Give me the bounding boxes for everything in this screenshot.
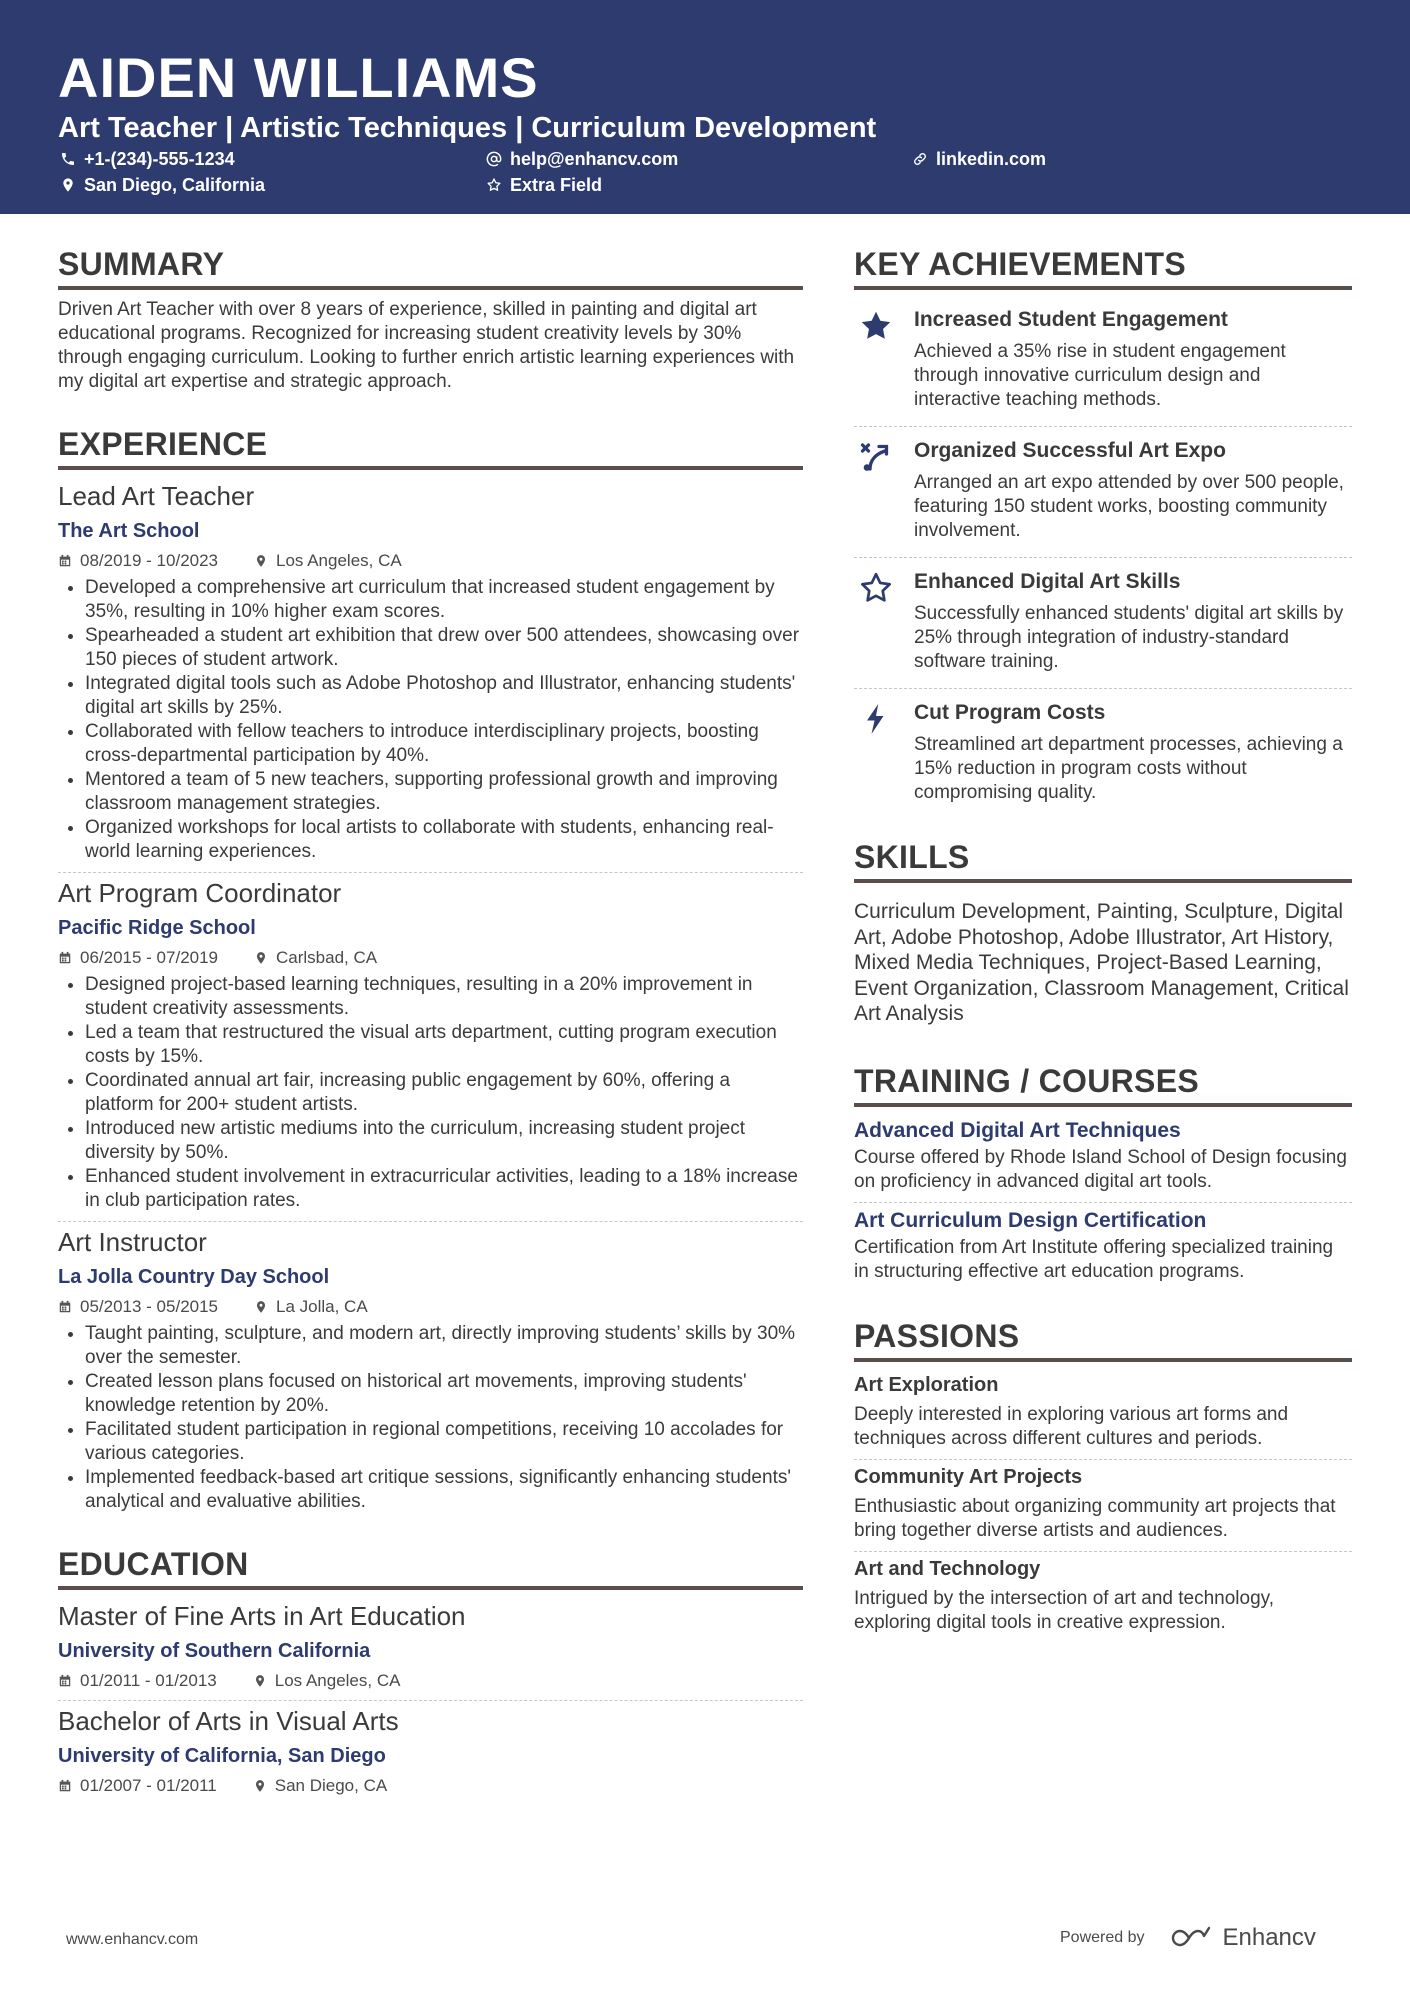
calendar-icon	[58, 951, 72, 965]
training-section	[854, 1061, 1352, 1284]
job-bullet: • Taught painting, sculpture, and modern art, directly improving students’ skills by 30% over the semester.	[85, 1322, 803, 1370]
education-location: San Diego, CA	[274, 1776, 388, 1795]
job-meta	[58, 1296, 803, 1318]
section-title-summary: SUMMARY	[58, 244, 803, 290]
location-pin-icon	[254, 1300, 268, 1314]
passion-title: Community Art Projects	[854, 1465, 1083, 1488]
education-section	[58, 1544, 803, 1797]
course-desc: Certification from Art Institute offering specialized training in structuring effective art education programs.	[854, 1236, 1334, 1282]
education-meta	[58, 1670, 803, 1692]
job-bullet: • Designed project-based learning techniques, resulting in a 20% improvement in student creativity assessments.	[85, 973, 803, 1021]
education-dates: 01/2007 - 01/2011	[80, 1776, 217, 1795]
location-pin-icon	[253, 1779, 267, 1793]
calendar-icon	[58, 554, 72, 568]
job-bullet: • Organized workshops for local artists to collaborate with students, enhancing real-world learning experiences.	[85, 816, 803, 864]
achievement-title: Cut Program Costs	[914, 701, 1106, 724]
course-title: Art Curriculum Design Certification	[854, 1208, 1207, 1232]
job-company: The Art School	[58, 520, 200, 542]
job-bullet: • Created lesson plans focused on historical art movements, improving students' knowledge retention by 20%.	[85, 1370, 803, 1418]
divider	[58, 1700, 803, 1701]
summary-section	[58, 244, 803, 394]
candidate-name: AIDEN WILLIAMS	[58, 46, 539, 109]
job-company: La Jolla Country Day School	[58, 1266, 330, 1288]
job-bullet: • Facilitated student participation in regional competitions, receiving 10 accolades for various categories.	[85, 1418, 803, 1466]
resume-header	[0, 0, 1410, 214]
job-dates: 08/2019 - 10/2023	[80, 551, 219, 570]
job-bullet: • Enhanced student involvement in extracurricular activities, leading to a 18% increase in club participation rates.	[85, 1165, 803, 1213]
achievements-section	[854, 244, 1352, 811]
experience-section	[58, 424, 803, 1514]
job-bullet: • Coordinated annual art fair, increasing public engagement by 60%, offering a platform for 200+ student artists.	[85, 1069, 803, 1117]
job-meta	[58, 947, 803, 969]
location-pin-icon	[253, 1674, 267, 1688]
job-bullet: • Integrated digital tools such as Adobe Photoshop and Illustrator, enhancing students' digital art skills by 25%.	[85, 672, 803, 720]
job-bullet: • Led a team that restructured the visual arts department, cutting program execution costs by 15%.	[85, 1021, 803, 1069]
footer-website[interactable]: www.enhancv.com	[66, 1931, 199, 1948]
skills-section	[854, 837, 1352, 1027]
skills-list: Curriculum Development, Painting, Sculpture, Digital Art, Adobe Photoshop, Adobe Illustrator, Art History, Mixed Media Techniques, Project-Based Learning, Event Organization, Classroom Management, Critical Art Analysis	[854, 900, 1349, 1025]
job-location: Carlsbad, CA	[276, 948, 378, 967]
divider	[854, 1202, 1352, 1203]
job-role: Art Program Coordinator	[58, 878, 342, 908]
passions-section	[854, 1316, 1352, 1635]
course-item	[854, 1117, 1352, 1194]
divider	[58, 1221, 803, 1222]
divider	[854, 688, 1352, 689]
achievement-desc: Arranged an art expo attended by over 500 people, featuring 150 student works, boosting community involvement.	[914, 472, 1344, 541]
divider	[854, 1459, 1352, 1460]
location-text: San Diego, California	[84, 175, 266, 195]
powered-by-text: Powered by	[1060, 1929, 1145, 1946]
achievement-item	[854, 562, 1352, 680]
course-desc: Course offered by Rhode Island School of Design focusing on proficiency in advanced digital art tools.	[854, 1146, 1347, 1192]
enhancv-logo[interactable]	[1169, 1924, 1316, 1952]
achievement-title: Enhanced Digital Art Skills	[914, 570, 1181, 593]
job-bullet: • Mentored a team of 5 new teachers, supporting professional growth and improving classroom management strategies.	[85, 768, 803, 816]
divider	[854, 557, 1352, 558]
extra-text: Extra Field	[510, 175, 603, 195]
passion-title: Art Exploration	[854, 1373, 999, 1396]
passion-desc: Intrigued by the intersection of art and technology, exploring digital tools in creative expression.	[854, 1587, 1275, 1633]
job-bullets	[58, 576, 803, 864]
experience-item	[58, 877, 803, 1213]
job-dates: 06/2015 - 07/2019	[80, 948, 219, 967]
contact-phone[interactable]	[60, 147, 235, 171]
job-location: La Jolla, CA	[276, 1297, 368, 1316]
education-item	[58, 1600, 803, 1692]
achievement-desc: Streamlined art department processes, achieving a 15% reduction in program costs without compromising quality.	[914, 734, 1343, 803]
job-role: Lead Art Teacher	[58, 481, 255, 511]
degree-title: Master of Fine Arts in Art Education	[58, 1601, 466, 1631]
achievement-item	[854, 300, 1352, 418]
school-name: University of California, San Diego	[58, 1745, 386, 1767]
linkedin-text: linkedin.com	[936, 149, 1047, 169]
location-pin-icon	[60, 177, 76, 193]
at-icon	[486, 151, 502, 167]
job-bullets	[58, 1322, 803, 1514]
contact-extra	[486, 173, 602, 197]
job-bullet: • Spearheaded a student art exhibition that drew over 500 attendees, showcasing over 150 pieces of student artwork.	[85, 624, 803, 672]
star-filled-icon	[854, 306, 898, 412]
star-outline-icon	[486, 177, 502, 193]
course-title: Advanced Digital Art Techniques	[854, 1118, 1181, 1142]
achievement-item	[854, 431, 1352, 549]
strategy-icon	[854, 437, 898, 543]
section-title-experience: EXPERIENCE	[58, 424, 803, 470]
right-column	[854, 244, 1352, 1635]
star-outline-icon	[854, 568, 898, 674]
divider	[854, 1551, 1352, 1552]
achievement-title: Increased Student Engagement	[914, 308, 1228, 331]
section-title-education: EDUCATION	[58, 1544, 803, 1590]
experience-item	[58, 1226, 803, 1514]
job-bullet: • Developed a comprehensive art curriculum that increased student engagement by 35%, resulting in 10% higher exam scores.	[85, 576, 803, 624]
location-pin-icon	[254, 554, 268, 568]
job-bullet: • Implemented feedback-based art critique sessions, significantly enhancing students' analytical and evaluative abilities.	[85, 1466, 803, 1514]
job-company: Pacific Ridge School	[58, 917, 256, 939]
education-dates: 01/2011 - 01/2013	[80, 1671, 217, 1690]
summary-text: Driven Art Teacher with over 8 years of experience, skilled in painting and digital art educational programs. Recognized for increasing student creativity levels by 30% through engaging curriculum. Looking to further enrich artistic learning experiences with my digital art expertise and strategic approach.	[58, 299, 795, 392]
passion-desc: Deeply interested in exploring various art forms and techniques across different cultures and periods.	[854, 1403, 1289, 1449]
passion-item	[854, 1464, 1352, 1543]
job-bullet: • Introduced new artistic mediums into the curriculum, increasing student project diversity by 50%.	[85, 1117, 803, 1165]
achievement-desc: Achieved a 35% rise in student engagement through innovative curriculum design and interactive teaching methods.	[914, 341, 1286, 410]
contact-email[interactable]	[486, 147, 678, 171]
contact-location	[60, 173, 265, 197]
education-location: Los Angeles, CA	[274, 1671, 401, 1690]
calendar-icon	[58, 1300, 72, 1314]
section-title-training: TRAINING / COURSES	[854, 1061, 1352, 1107]
candidate-headline: Art Teacher | Artistic Techniques | Curriculum Development	[58, 112, 877, 144]
email-text: help@enhancv.com	[510, 149, 679, 169]
phone-icon	[60, 151, 76, 167]
section-title-passions: PASSIONS	[854, 1316, 1352, 1362]
experience-item	[58, 480, 803, 864]
left-column	[58, 244, 803, 1797]
footer-branding	[1060, 1924, 1316, 1952]
achievement-title: Organized Successful Art Expo	[914, 439, 1226, 462]
education-item	[58, 1705, 803, 1797]
job-bullet: • Collaborated with fellow teachers to introduce interdisciplinary projects, boosting cross-departmental participation by 40%.	[85, 720, 803, 768]
calendar-icon	[58, 1674, 72, 1688]
location-pin-icon	[254, 951, 268, 965]
contact-linkedin[interactable]	[912, 147, 1046, 171]
link-icon	[912, 151, 928, 167]
passion-desc: Enthusiastic about organizing community art projects that bring together diverse artists and audiences.	[854, 1495, 1336, 1541]
job-role: Art Instructor	[58, 1227, 207, 1257]
passion-title: Art and Technology	[854, 1557, 1041, 1580]
course-item	[854, 1207, 1352, 1284]
job-meta	[58, 550, 803, 572]
achievement-item	[854, 693, 1352, 811]
degree-title: Bachelor of Arts in Visual Arts	[58, 1706, 399, 1736]
job-location: Los Angeles, CA	[276, 551, 402, 570]
section-title-achievements: KEY ACHIEVEMENTS	[854, 244, 1352, 290]
school-name: University of Southern California	[58, 1640, 371, 1662]
achievement-desc: Successfully enhanced students' digital art skills by 25% through integration of industry-standard software training.	[914, 603, 1344, 672]
passion-item	[854, 1556, 1352, 1635]
lightning-icon	[854, 699, 898, 805]
enhancv-logo-icon	[1169, 1926, 1215, 1950]
job-dates: 05/2013 - 05/2015	[80, 1297, 219, 1316]
calendar-icon	[58, 1779, 72, 1793]
divider	[58, 872, 803, 873]
section-title-skills: SKILLS	[854, 837, 1352, 883]
education-meta	[58, 1775, 803, 1797]
phone-text: +1-(234)-555-1234	[84, 149, 235, 169]
job-bullets	[58, 973, 803, 1213]
passion-item	[854, 1372, 1352, 1451]
divider	[854, 426, 1352, 427]
brand-name: Enhancv	[1222, 1924, 1316, 1951]
